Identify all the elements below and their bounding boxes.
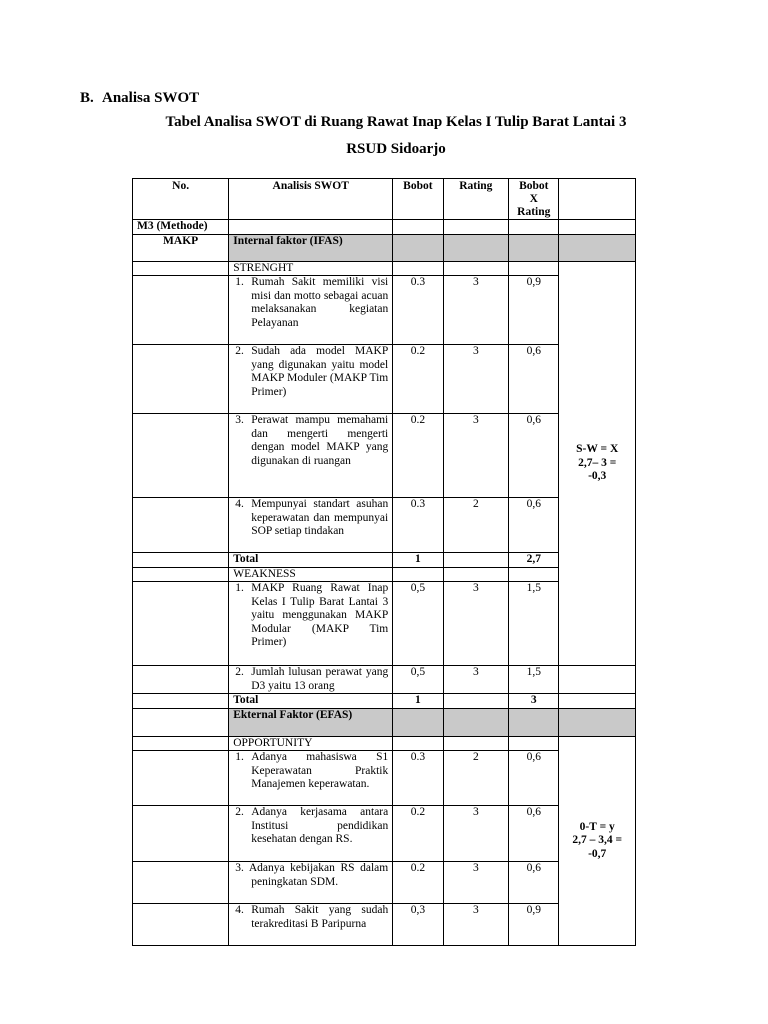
weakness-item-2: 2. Jumlah lulusan perawat yang D3 yaitu 13 orang	[229, 666, 393, 694]
strength-label-row	[133, 261, 636, 276]
strength-4-rating: 2	[443, 498, 509, 553]
sw-summary	[559, 261, 636, 666]
weakness-item-1: 1. MAKP Ruang Rawat Inap Kelas I Tulip Barat Lantai 3 yaitu menggunakan MAKP Modular (MAKP Tim Primer)	[229, 582, 393, 666]
strength-total-bxr: 2,7	[509, 553, 559, 568]
header-analisis: Analisis SWOT	[229, 179, 393, 220]
weakness-1-rating: 3	[443, 582, 509, 666]
strength-item-1: 1. Rumah Sakit memiliki visi misi dan motto sebagai acuan melaksanakan kegiatan Pelayanan	[229, 276, 393, 345]
weakness-total-bobot: 1	[393, 694, 443, 709]
ot-summary	[559, 736, 636, 946]
table-row	[133, 666, 636, 694]
strength-2-bxr: 0,6	[509, 345, 559, 414]
weakness-2-bobot: 0,5	[393, 666, 443, 694]
strength-1-bxr: 0,9	[509, 276, 559, 345]
opportunity-3-bxr: 0,6	[509, 862, 559, 904]
strength-4-bobot: 0.3	[393, 498, 443, 553]
opportunity-2-bxr: 0,6	[509, 806, 559, 862]
ot-summary-line1: 0-T = y	[579, 820, 615, 833]
ot-summary-line3: -0,7	[588, 847, 607, 860]
sw-summary-line2: 2,7– 3 =	[578, 456, 617, 469]
opportunity-item-4: 4. Rumah Sakit yang sudah terakreditasi B Paripurna	[229, 904, 393, 946]
section-heading	[80, 90, 199, 107]
weakness-2-bxr: 1,5	[509, 666, 559, 694]
internal-factor-header: Internal faktor (IFAS)	[229, 234, 393, 261]
category-label: M3 (Methode)	[133, 220, 229, 235]
opportunity-3-rating: 3	[443, 862, 509, 904]
header-bobot-x-rating: Bobot X Rating	[509, 179, 559, 220]
internal-header-row	[133, 234, 636, 261]
opportunity-1-rating: 2	[443, 751, 509, 806]
strength-4-bxr: 0,6	[509, 498, 559, 553]
weakness-total-row	[133, 694, 636, 709]
opportunity-label: OPPORTUNITY	[229, 736, 393, 751]
opportunity-3-bobot: 0.2	[393, 862, 443, 904]
strength-label: STRENGHT	[229, 261, 393, 276]
strength-item-2: 2. Sudah ada model MAKP yang digunakan yaitu model MAKP Moduler (MAKP Tim Primer)	[229, 345, 393, 414]
header-row	[133, 179, 636, 220]
header-bobot: Bobot	[393, 179, 443, 220]
external-factor-header: Ekternal Faktor (EFAS)	[229, 708, 393, 736]
weakness-total-label: Total	[229, 694, 393, 709]
weakness-label: WEAKNESS	[229, 567, 393, 582]
strength-3-rating: 3	[443, 414, 509, 498]
strength-1-bobot: 0.3	[393, 276, 443, 345]
strength-3-bxr: 0,6	[509, 414, 559, 498]
strength-item-3: 3. Perawat mampu memahami dan mengerti mengerti dengan model MAKP yang digunakan di ruangan	[229, 414, 393, 498]
opportunity-2-rating: 3	[443, 806, 509, 862]
section-title: Analisa SWOT	[102, 90, 200, 106]
strength-2-rating: 3	[443, 345, 509, 414]
strength-2-bobot: 0.2	[393, 345, 443, 414]
makp-label: MAKP	[133, 234, 229, 261]
opportunity-item-3: 3. Adanya kebijakan RS dalam peningkatan SDM.	[229, 862, 393, 904]
section-letter: B.	[80, 90, 94, 106]
strength-3-bobot: 0.2	[393, 414, 443, 498]
category-row	[133, 220, 636, 235]
table-title-line2: RSUD Sidoarjo	[346, 141, 446, 157]
sw-summary-line3: -0,3	[588, 470, 607, 482]
strength-1-rating: 3	[443, 276, 509, 345]
strength-total-label: Total	[229, 553, 393, 568]
strength-item-4: 4. Mempunyai standart asuhan keperawatan dan mempunyai SOP setiap tindakan	[229, 498, 393, 553]
opportunity-4-rating: 3	[443, 904, 509, 946]
sw-summary-line1: S-W = X	[576, 443, 619, 455]
weakness-1-bxr: 1,5	[509, 582, 559, 666]
swot-table	[132, 178, 636, 946]
opportunity-label-row	[133, 736, 636, 751]
opportunity-item-2: 2. Adanya kerjasama antara Institusi pendidikan kesehatan dengan RS.	[229, 806, 393, 862]
header-no: No.	[133, 179, 229, 220]
strength-total-bobot: 1	[393, 553, 443, 568]
table-title-line1: Tabel Analisa SWOT di Ruang Rawat Inap Kelas I Tulip Barat Lantai 3	[165, 114, 627, 130]
opportunity-item-1: 1. Adanya mahasiswa S1 Keperawatan Praktik Manajemen keperawatan.	[229, 751, 393, 806]
weakness-1-bobot: 0,5	[393, 582, 443, 666]
external-header-row	[133, 708, 636, 736]
opportunity-1-bxr: 0,6	[509, 751, 559, 806]
opportunity-4-bobot: 0,3	[393, 904, 443, 946]
opportunity-4-bxr: 0,9	[509, 904, 559, 946]
header-rating: Rating	[443, 179, 509, 220]
opportunity-2-bobot: 0.2	[393, 806, 443, 862]
weakness-total-bxr: 3	[509, 694, 559, 709]
weakness-2-rating: 3	[443, 666, 509, 694]
opportunity-1-bobot: 0.3	[393, 751, 443, 806]
ot-summary-line2: 2,7 – 3,4 =	[572, 834, 623, 846]
